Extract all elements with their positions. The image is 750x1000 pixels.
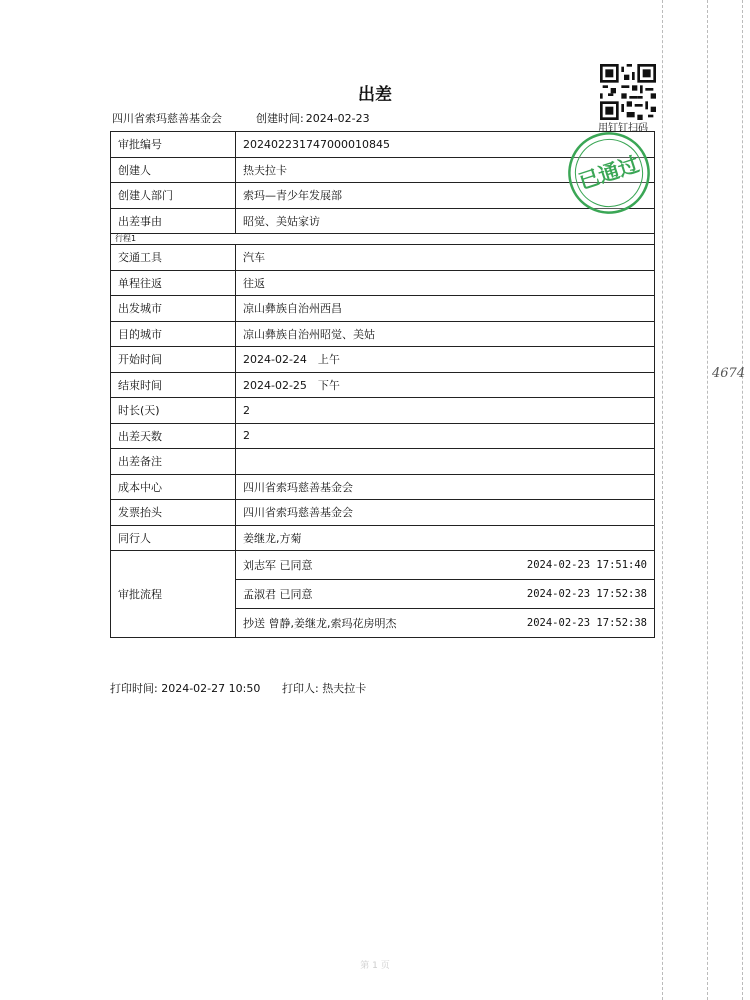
scan-artifact-line [707, 0, 708, 1000]
field-row-trip-type [111, 270, 655, 296]
field-label: 同行人 [111, 525, 236, 551]
field-row-departure-city [111, 296, 655, 322]
field-value: 四川省索玛慈善基金会 [236, 500, 655, 526]
approval-step [236, 580, 655, 609]
field-row-invoice-title [111, 500, 655, 526]
approval-step [236, 551, 655, 580]
field-label: 单程往返 [111, 270, 236, 296]
field-value: 热夫拉卡 [236, 157, 655, 183]
field-label: 目的城市 [111, 321, 236, 347]
qr-caption: 用钉钉扫码 [598, 123, 648, 134]
approval-step-time: 2024-02-23 17:52:38 [526, 588, 647, 600]
field-row-companions [111, 525, 655, 551]
organization-name: 四川省索玛慈善基金会 [112, 112, 222, 125]
field-value: 2024-02-24 上午 [236, 347, 655, 373]
scan-artifact-line [662, 0, 663, 1000]
approval-step-text: 孟淑君 已同意 [243, 588, 313, 601]
field-row-end-time [111, 372, 655, 398]
approval-flow-label: 审批流程 [111, 551, 236, 638]
field-row-destination-city [111, 321, 655, 347]
field-value: 凉山彝族自治州西昌 [236, 296, 655, 322]
trip-label: 行程1 [111, 234, 655, 245]
trip-section-header [111, 234, 655, 245]
field-value: 2024-02-25 下午 [236, 372, 655, 398]
field-value: 往返 [236, 270, 655, 296]
created-time-value: 2024-02-23 [305, 112, 370, 125]
printer-label: 打印人: [282, 682, 319, 695]
field-value: 四川省索玛慈善基金会 [236, 474, 655, 500]
scan-artifact-line [742, 0, 743, 1000]
field-label: 创建人部门 [111, 183, 236, 209]
approval-step-time: 2024-02-23 17:52:38 [526, 617, 647, 629]
created-time [254, 110, 370, 126]
field-label: 开始时间 [111, 347, 236, 373]
approval-step-row [111, 551, 655, 580]
field-row-trip-reason [111, 208, 655, 234]
field-value: 202402231747000010845 [236, 132, 655, 158]
created-time-label: 创建时间: [256, 112, 304, 125]
print-time [110, 680, 260, 696]
approval-step-text: 刘志军 已同意 [243, 559, 313, 572]
field-label: 创建人 [111, 157, 236, 183]
field-row-transport [111, 245, 655, 271]
field-row-duration [111, 398, 655, 424]
field-row-trip-days [111, 423, 655, 449]
field-value: 汽车 [236, 245, 655, 271]
print-time-label: 打印时间: [110, 682, 158, 695]
approval-step-time: 2024-02-23 17:51:40 [526, 559, 647, 571]
field-value: 昭觉、美姑家访 [236, 208, 655, 234]
field-label: 审批编号 [111, 132, 236, 158]
document-title: 出差 [358, 85, 392, 105]
field-label: 出发城市 [111, 296, 236, 322]
field-label: 时长(天) [111, 398, 236, 424]
approval-step [236, 609, 655, 638]
field-value: 2 [236, 423, 655, 449]
field-value: 姜继龙,方菊 [236, 525, 655, 551]
field-row-cost-center [111, 474, 655, 500]
approval-cc-text: 抄送 曾静,姜继龙,索玛花房明杰 [243, 617, 397, 630]
field-value [236, 449, 655, 475]
page-number: 第 1 页 [360, 961, 390, 971]
approval-form-table [110, 131, 655, 638]
stamp-text: 已通过 [575, 151, 643, 194]
handwritten-note: 4674 [712, 366, 746, 381]
field-label: 发票抬头 [111, 500, 236, 526]
field-label: 结束时间 [111, 372, 236, 398]
field-value: 凉山彝族自治州昭觉、美姑 [236, 321, 655, 347]
field-value: 索玛—青少年发展部 [236, 183, 655, 209]
field-value: 2 [236, 398, 655, 424]
qr-code-icon[interactable] [600, 64, 656, 120]
print-time-value: 2024-02-27 10:50 [161, 682, 261, 695]
field-label: 成本中心 [111, 474, 236, 500]
field-row-trip-remarks [111, 449, 655, 475]
field-row-start-time [111, 347, 655, 373]
field-label: 出差天数 [111, 423, 236, 449]
field-label: 出差备注 [111, 449, 236, 475]
field-label: 交通工具 [111, 245, 236, 271]
printer [282, 680, 366, 696]
printer-value: 热夫拉卡 [322, 682, 367, 695]
field-label: 出差事由 [111, 208, 236, 234]
